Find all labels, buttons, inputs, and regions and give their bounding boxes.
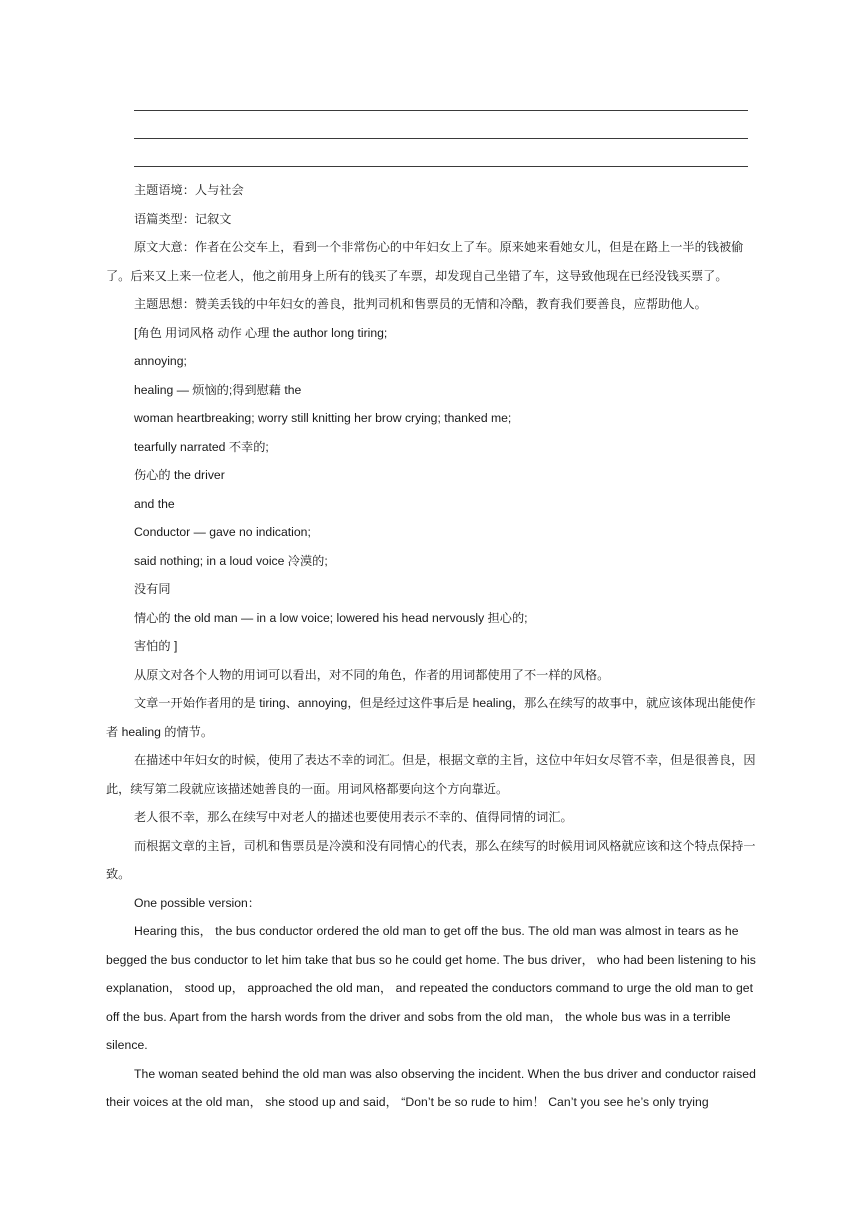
role-table-line-7: and the bbox=[134, 496, 175, 511]
role-table-line-11: 情心的 the old man — in a low voice; lowered his head nervously 担心的; bbox=[134, 610, 528, 625]
analysis-paragraph-4: 老人很不幸，那么在续写中对老人的描述也要使用表示不幸的、值得同情的词汇。 bbox=[134, 810, 573, 824]
answer-line-2 bbox=[134, 138, 748, 139]
document-body bbox=[106, 176, 756, 1117]
analysis-paragraph-5: 而根据文章的主旨，司机和售票员是冷漠和没有同情心的代表，那么在续写的时候用词风格就应该和这个特点保持一致。 bbox=[106, 838, 756, 881]
version-paragraph-2: The woman seated behind the old man was also observing the incident. When the bus driver and conductor raised their voices at the old man， she stood up and said， “Don’t be so rude to him！ Can’t you see he’s only trying bbox=[106, 1066, 756, 1109]
role-table-line-10: 没有同 bbox=[134, 582, 171, 596]
answer-line-1 bbox=[134, 110, 748, 111]
role-table-line-4: woman heartbreaking; worry still knitting her brow crying; thanked me; bbox=[134, 411, 512, 425]
role-table-line-2: annoying; bbox=[134, 354, 187, 368]
topic-context: 主题语境：人与社会 bbox=[134, 183, 244, 197]
role-table-line-1: [角色 用词风格 动作 心理 the author long tiring; bbox=[134, 325, 388, 340]
role-table-line-5: tearfully narrated 不幸的; bbox=[134, 439, 269, 454]
theme-idea: 主题思想：赞美丢钱的中年妇女的善良，批判司机和售票员的无情和冷酷，教育我们要善良，应帮助他人。 bbox=[134, 297, 707, 311]
analysis-paragraph-1: 从原文对各个人物的用词可以看出，对不同的角色，作者的用词都使用了不一样的风格。 bbox=[134, 667, 610, 682]
role-table-line-6: 伤心的 the driver bbox=[134, 468, 225, 482]
original-summary: 原文大意：作者在公交车上，看到一个非常伤心的中年妇女上了车。原来她来看她女儿，但是在路上一半的钱被偷了。后来又上来一位老人，他之前用身上所有的钱买了车票，却发现自己坐错了车，这导致他现在已经没钱买票了。 bbox=[106, 240, 744, 283]
version-paragraph-1: Hearing this， the bus conductor ordered the old man to get off the bus. The old man was almost in tears as he begged the bus conductor to let him take that bus so he could get home. The bus driver， who had been listening to his explanation， stood up， approached the old man， and repeated the conductors command to urge the old man to get off the bus. Apart from the harsh words from the driver and sobs from the old man， the whole bus was in a terrible silence. bbox=[106, 924, 756, 1052]
analysis-paragraph-2: 文章一开始作者用的是 tiring、annoying，但是经过这件事后是 healing，那么在续写的故事中，就应该体现出能使作者 healing 的情节。 bbox=[106, 696, 756, 739]
role-table-line-9: said nothing; in a loud voice 冷漠的; bbox=[134, 553, 328, 568]
analysis-paragraph-3: 在描述中年妇女的时候，使用了表达不幸的词汇。但是，根据文章的主旨，这位中年妇女尽管不幸，但是很善良，因此，续写第二段就应该描述她善良的一面。用词风格都要向这个方向靠近。 bbox=[106, 753, 756, 796]
answer-line-3 bbox=[134, 166, 748, 167]
role-table-line-12: 害怕的 ] bbox=[134, 639, 178, 653]
version-heading: One possible version： bbox=[134, 895, 260, 910]
role-table-line-8: Conductor — gave no indication; bbox=[134, 525, 311, 539]
role-table-line-3: healing — 烦恼的;得到慰藉 the bbox=[134, 382, 302, 397]
text-type: 语篇类型：记叙文 bbox=[134, 211, 232, 226]
